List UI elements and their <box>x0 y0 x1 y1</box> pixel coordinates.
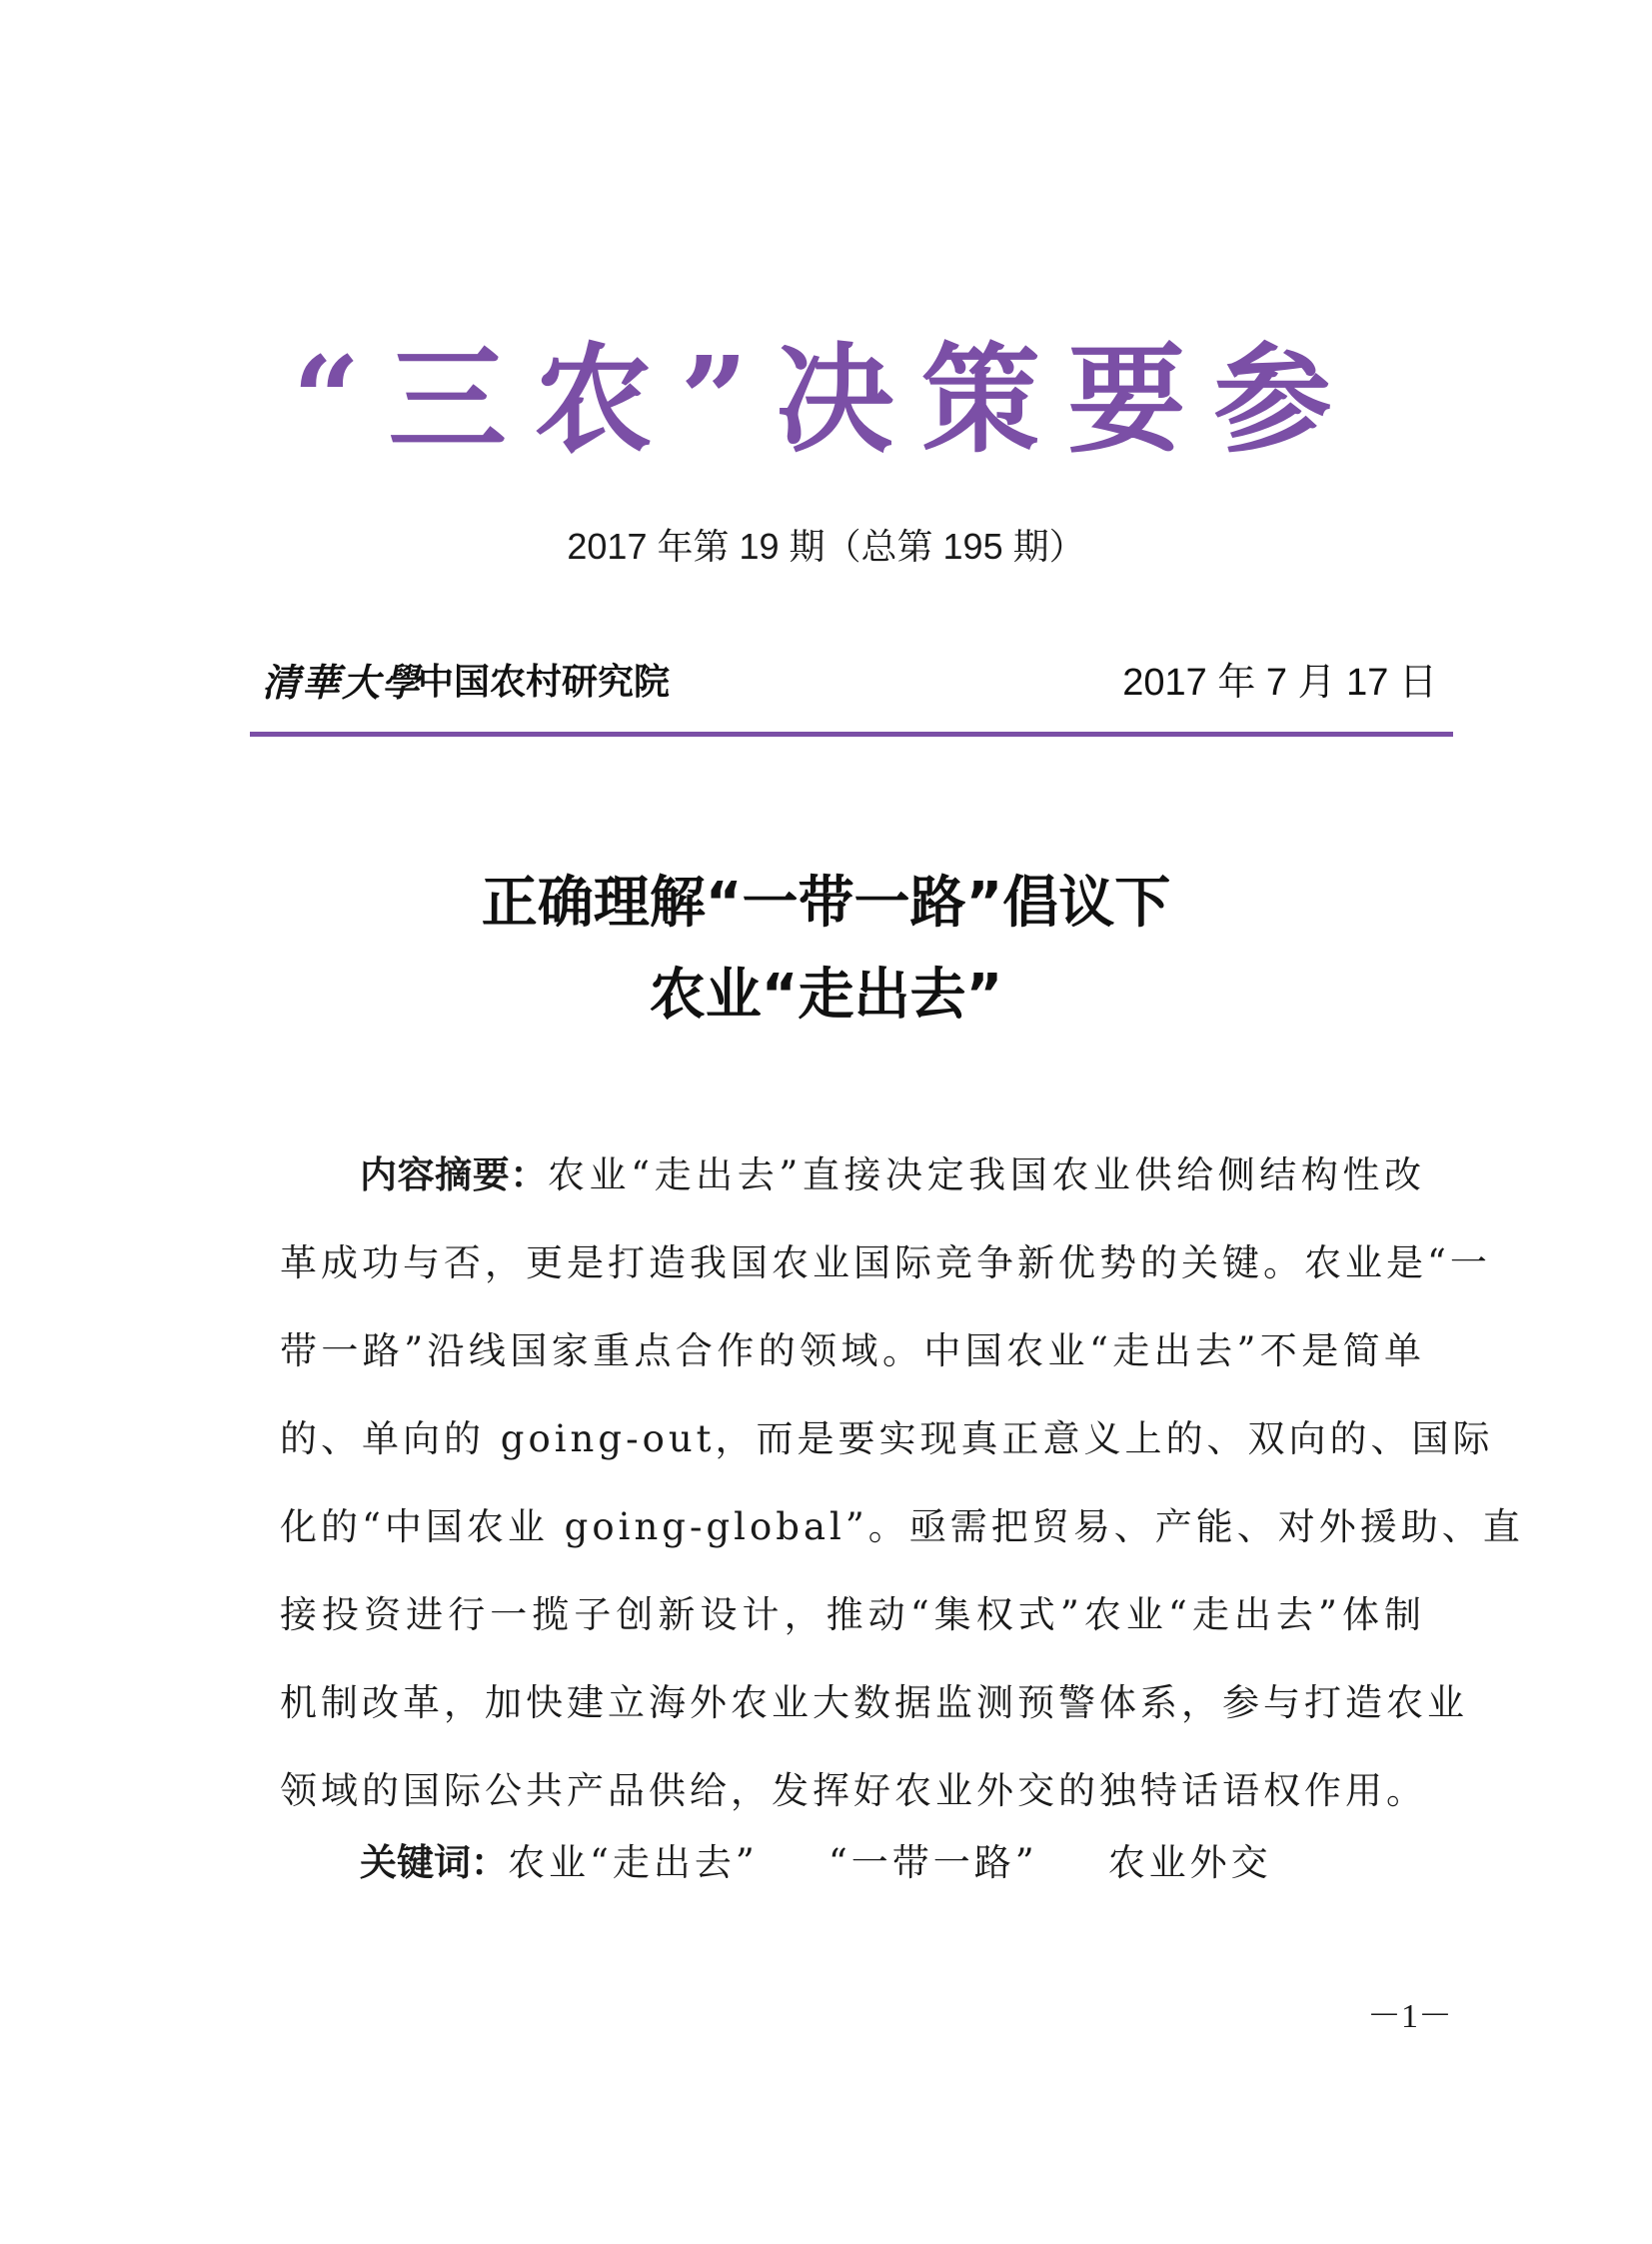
abstract-line <box>280 1131 1425 1219</box>
institute-name: 中国农村研究院 <box>418 662 671 703</box>
header-divider <box>250 732 1453 737</box>
abstract-label: 内容摘要： <box>360 1153 548 1196</box>
keyword-item: 农业外交 <box>1107 1841 1272 1884</box>
article-title-line-2: 农业“走出去” <box>649 963 1003 1028</box>
page-number: －1－ <box>1367 1998 1452 2035</box>
abstract-line: 领域的国际公共产品供给，发挥好农业外交的独特话语权作用。 <box>280 1769 1427 1812</box>
abstract <box>280 1131 1524 1835</box>
abstract-line: 的、单向的 going-out，而是要实现真正意义上的、双向的、国际 <box>280 1417 1494 1460</box>
abstract-line: 机制改革，加快建立海外农业大数据监测预警体系，参与打造农业 <box>280 1681 1468 1724</box>
abstract-line: 带一路”沿线国家重点合作的领域。中国农业“走出去”不是简单 <box>280 1329 1425 1372</box>
abstract-line: 化的“中国农业 going-global”。亟需把贸易、产能、对外援助、直 <box>280 1505 1524 1548</box>
masthead-title: “三农”决策要参 <box>292 330 1360 469</box>
article-title-line-1: 正确理解“一带一路”倡议下 <box>481 871 1171 936</box>
keywords-label: 关键词： <box>360 1841 508 1884</box>
abstract-line: 接投资进行一揽子创新设计，推动“集权式”农业“走出去”体制 <box>280 1593 1425 1636</box>
university-logo: 清華大學 <box>262 660 423 705</box>
keywords <box>360 1835 1272 1891</box>
keyword-item: 农业“走出去” <box>508 1841 759 1884</box>
abstract-text: 农业“走出去”直接决定我国农业供给侧结构性改 <box>547 1153 1425 1196</box>
publication-date: 2017 年 7 月 17 日 <box>1122 662 1437 704</box>
issue-number: 2017 年第 19 期（总第 195 期） <box>567 526 1085 567</box>
article-title <box>0 858 1652 1042</box>
abstract-line: 革成功与否，更是打造我国农业国际竞争新优势的关键。农业是“一 <box>280 1241 1491 1284</box>
keyword-item: “一带一路” <box>827 1841 1038 1884</box>
